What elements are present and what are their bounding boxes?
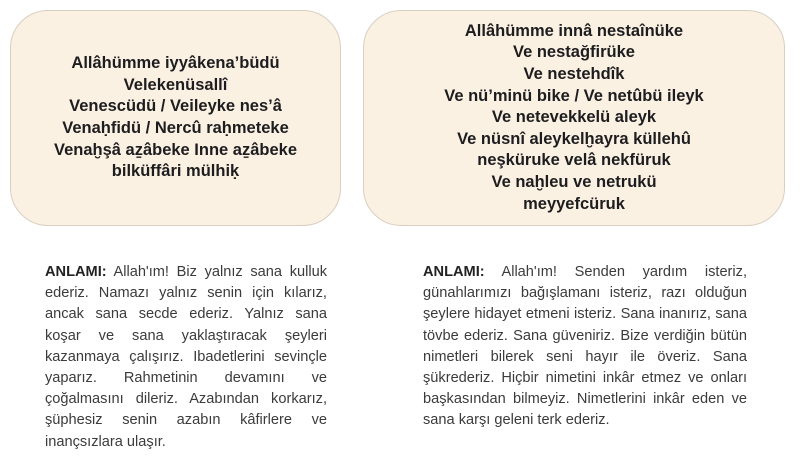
prayer-line: neşküruke velâ nekfüruk bbox=[477, 151, 671, 170]
prayer-line: Allâhümme iyyâkena’büdü bbox=[71, 54, 280, 73]
meaning-paragraph-left bbox=[45, 262, 327, 453]
prayer-line: Allâhümme innâ nestaînüke bbox=[464, 21, 684, 40]
prayer-line: Ve nüsnî aleykelḫayra küllehû bbox=[457, 129, 691, 148]
prayer-line: Ve nestağfirüke bbox=[513, 43, 635, 62]
prayer-line: Ve naḫleu ve netrukü bbox=[491, 172, 657, 191]
prayer-card-right bbox=[363, 10, 785, 226]
prayer-line: Velekenüsallî bbox=[123, 75, 228, 94]
prayer-line: Venaḫşâ aẕâbeke Inne aẕâbeke bbox=[53, 140, 298, 159]
prayer-line: Ve netevekkelü aleyk bbox=[491, 108, 657, 127]
prayer-line: bilküffâri mülhiḳ bbox=[111, 162, 240, 181]
meaning-paragraph-right bbox=[423, 262, 747, 432]
prayer-line: Venaḥfidü / Nercû raḥmeteke bbox=[62, 119, 289, 137]
right-column bbox=[363, 10, 785, 457]
anlami-label: ANLAMI: bbox=[45, 264, 107, 280]
prayer-line: Ve nü’minü bike / Ve netûbü ileyk bbox=[444, 86, 704, 105]
anlami-label: ANLAMI: bbox=[423, 264, 485, 280]
left-column bbox=[10, 10, 341, 457]
meaning-text: Allah'ım! Biz yalnız sana kulluk ederiz. Namazı yalnız senin için kılarız, ancak sana secde ederiz. Yalnız sana koşar ve sana yaklaştıracak şeyleri kazanmaya çalışırız. Ibadetlerini sevinçle yaparız. Rahmetinin devamını ve çoğalmasını dileriz. Azabından korkarız, şüphesiz senin azabın kâfirlere ve inançsızlara ulaşır. bbox=[45, 264, 328, 450]
prayer-line: Venescüdü / Veileyke nes’â bbox=[69, 97, 282, 116]
prayer-card-left bbox=[10, 10, 341, 226]
prayer-line: meyyefcüruk bbox=[523, 194, 625, 213]
meaning-text: Allah'ım! Senden yardım isteriz, günahlarımızı bağışlamanı isteriz, razı olduğun şeylere hidayet etmeni isteriz. Sana inanırız, sana tövbe ederiz. Sana güveniriz. Bize verdiğin bütün nimetleri bilerek seni hayır ile överiz. Sana şükrederiz. Hiçbir nimetini inkâr etmez ve onları başkasından bilmeyiz. Nimetlerini inkâr eden ve sana karşı geleni terk ederiz. bbox=[423, 264, 748, 429]
prayer-line: Ve nestehdîk bbox=[523, 65, 625, 84]
